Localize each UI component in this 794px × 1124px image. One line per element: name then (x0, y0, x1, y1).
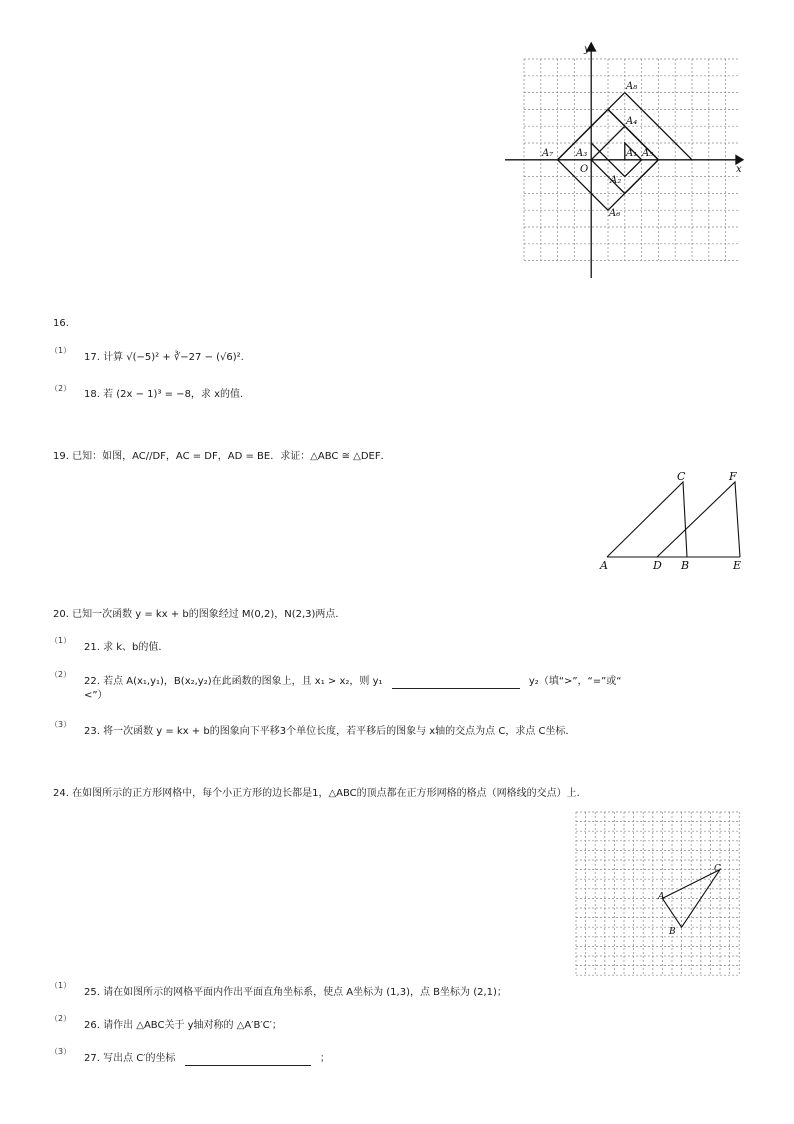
point-a8: A₈ (626, 81, 638, 92)
question-19: 19. 已知：如图，AC//DF，AC = DF，AD = BE．求证：△ABC ≅ △DEF． (53, 451, 391, 462)
question-25: 25. 请在如图所示的网格平面内作出平面直角坐标系，使点 A坐标为 (1,3)，点 B坐标为 (2,1)； (84, 987, 507, 998)
q21-sub-label: （1） (50, 636, 72, 645)
point-a1: A₁ (626, 148, 638, 159)
q26-sub-label: （2） (50, 1014, 72, 1023)
point-a7: A₇ (542, 148, 554, 159)
x-axis-label: x (736, 164, 742, 175)
label-a: A (600, 559, 608, 572)
point-a4: A₄ (626, 116, 638, 127)
question-22-cont: <”） (84, 690, 108, 701)
q27-sub-label: （3） (50, 1047, 72, 1056)
question-23: 23. 将一次函数 y = kx + b的图象向下平移3个单位长度，若平移后的图象与 x轴的交点为点 C，求点 C坐标． (84, 726, 576, 737)
question-20: 20. 已知一次函数 y = kx + b的图象经过 M(0,2)，N(2,3)两点． (53, 609, 346, 620)
q22-text-a: 22. 若点 A(x₁,y₁)，B(x₂,y₂)在此函数的图象上，且 x₁ > x₂，则 y₁ (84, 676, 383, 687)
spiral-grid-figure (500, 38, 750, 283)
q27-answer-blank[interactable] (185, 1053, 311, 1066)
q18-sub-label: （2） (50, 384, 72, 393)
label-e: E (733, 559, 742, 572)
q23-sub-label: （3） (50, 720, 72, 729)
q27-text-b: ； (319, 1053, 330, 1064)
q22-answer-blank[interactable] (392, 676, 520, 689)
question-17: 17. 计算 √(−5)² + ∛−27 − (√6)². (84, 352, 244, 363)
origin-label: O (580, 164, 589, 175)
label-f: F (729, 470, 737, 483)
grid-label-b: B (669, 927, 676, 937)
q22-sub-label: （2） (50, 670, 72, 679)
question-18: 18. 若 (2x − 1)³ = −8，求 x的值. (84, 389, 244, 400)
label-c: C (677, 470, 686, 483)
q22-text-b: y₂（填“>”，“=”或“ (528, 676, 622, 687)
question-26: 26. 请作出 △ABC关于 y轴对称的 △A′B′C′； (84, 1020, 282, 1031)
label-b: B (681, 559, 690, 572)
triangles-figure (595, 470, 755, 575)
question-16: 16. (53, 318, 69, 329)
point-a3: A₃ (576, 148, 588, 159)
question-22 (84, 675, 621, 689)
q17-sub-label: （1） (50, 346, 72, 355)
q25-sub-label: （1） (50, 981, 72, 990)
question-27 (84, 1052, 330, 1066)
grid-label-c: C (714, 864, 721, 874)
question-21: 21. 求 k、b的值． (84, 642, 169, 653)
point-a2: A₂ (610, 175, 622, 186)
grid-label-a: A (658, 892, 665, 902)
point-a6: A₆ (609, 208, 621, 219)
question-24: 24. 在如图所示的正方形网格中，每个小正方形的边长都是1，△ABC的顶点都在正方形网格的格点（网格线的交点）上． (53, 788, 587, 799)
q27-text-a: 27. 写出点 C′的坐标 (84, 1053, 176, 1064)
label-d: D (653, 559, 662, 572)
grid-triangle-figure (574, 810, 744, 978)
y-axis-label: y (584, 44, 590, 55)
point-a5: A₅ (642, 148, 654, 159)
